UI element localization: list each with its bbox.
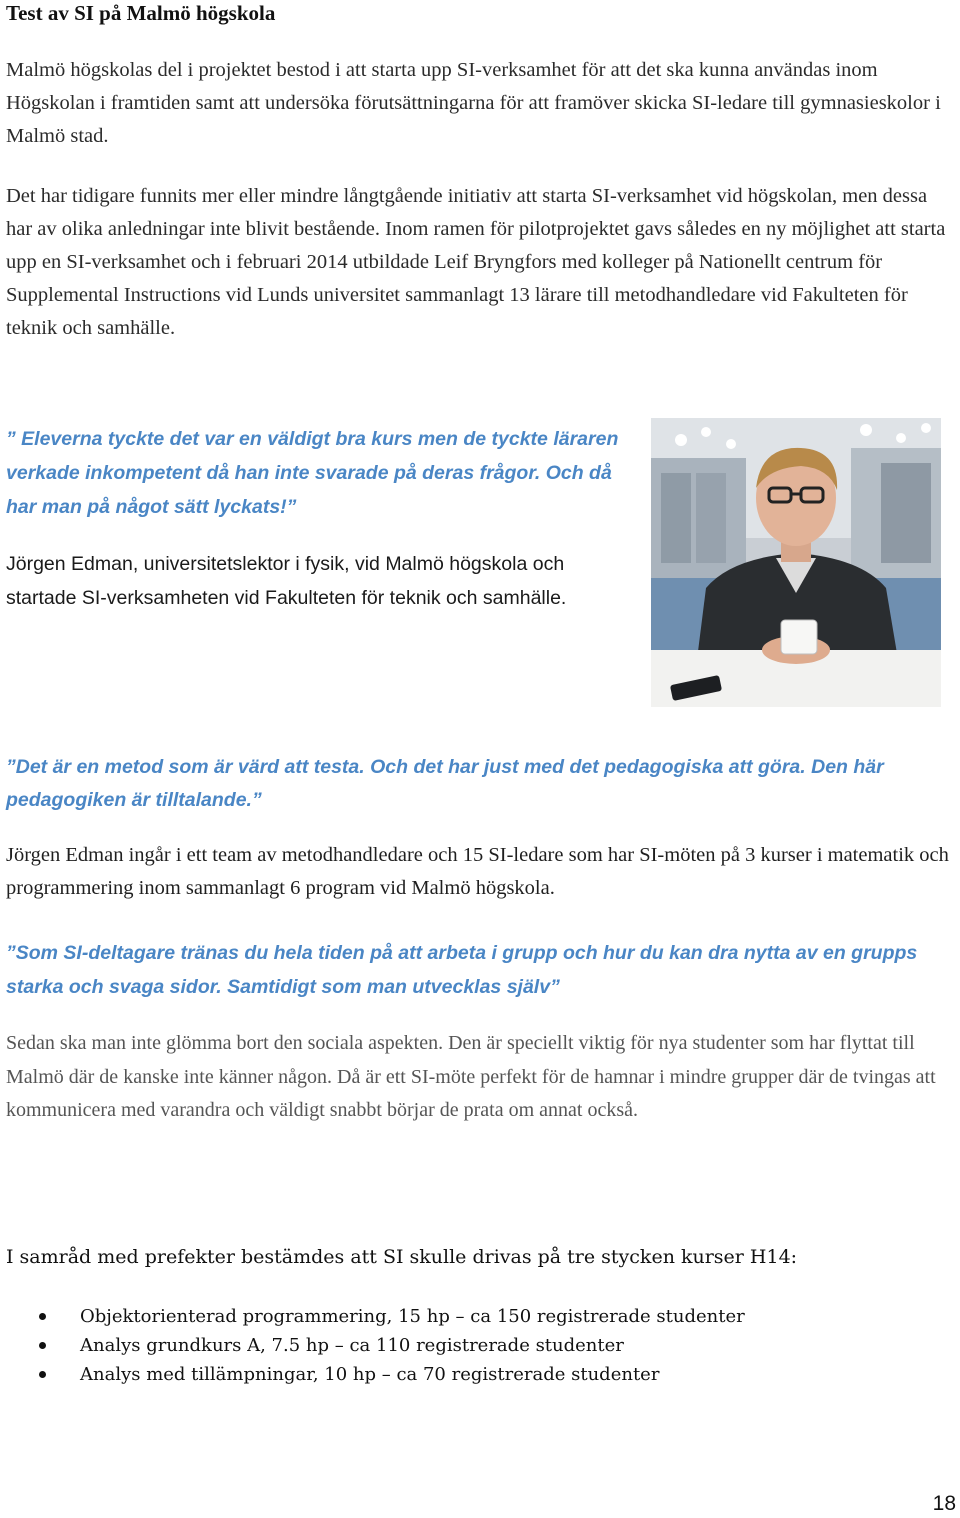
page-number: 18: [932, 1492, 956, 1515]
background-paragraph: Det har tidigare funnits mer eller mindre långtgående initiativ att starta SI-verksamhet vid högskolan, men dessa har av olika anledningar inte blivit bestående. Inom ramen för pilotprojektet gavs således en ny möjlighet att starta upp en SI-verksamhet och i februari 2014 utbildade Leif Bryngfors med kolleger på Nationellt centrum för Supplemental Instructions vid Lunds universitet sammanlagt 13 lärare till metodhandledare vid Fakulteten för teknik och samhälle.: [6, 185, 946, 339]
list-item: Objektorienterad programmering, 15 hp – ca 150 registrerade studenter: [0, 1302, 745, 1331]
bullet-icon: [39, 1313, 46, 1320]
courses-intro: I samråd med prefekter bestämdes att SI skulle drivas på tre stycken kurser H14:: [6, 1246, 798, 1268]
bullet-icon: [39, 1371, 46, 1378]
bullet-icon: [39, 1342, 46, 1349]
method-quote: ”Det är en metod som är värd att testa. Och det har just med det pedagogiska att göra. Den här pedagogiken är tilltalande.”: [6, 756, 884, 811]
social-paragraph: Sedan ska man inte glömma bort den sociala aspekten. Den är speciellt viktig för nya studenter som har flyttat till Malmö där de kanske inte känner någon. Då är ett SI-möte perfekt för de hamnar i mindre grupper där de tvingas att kommunicera med varandra och väldigt snabbt börjar de prata om annat också.: [6, 1032, 936, 1121]
list-item: Analys grundkurs A, 7.5 hp – ca 110 registrerade studenter: [0, 1331, 745, 1360]
student-quote: ” Eleverna tyckte det var en väldigt bra kurs men de tyckte läraren verkade inkompetent då han inte svarade på deras frågor. Och då har man på något sätt lyckats!”: [6, 428, 619, 518]
team-paragraph: Jörgen Edman ingår i ett team av metodhandledare och 15 SI-ledare som har SI-möten på 3 kurser i matematik och programmering inom sammanlagt 6 program vid Malmö högskola.: [6, 844, 949, 899]
list-item: Analys med tillämpningar, 10 hp – ca 70 registrerade studenter: [0, 1360, 745, 1389]
photo-caption: Jörgen Edman, universitetslektor i fysik, vid Malmö högskola och startade SI-verksamheten vid Fakulteten för teknik och samhälle.: [6, 553, 567, 609]
page-title: Test av SI på Malmö högskola: [6, 1, 276, 25]
course-list: [0, 1302, 745, 1389]
participant-quote: ”Som SI-deltagare tränas du hela tiden på att arbeta i grupp och hur du kan dra nytta av en grupps starka och svaga sidor. Samtidigt som man utvecklas själv”: [6, 942, 918, 998]
portrait-photo: [651, 418, 941, 707]
intro-paragraph: Malmö högskolas del i projektet bestod i att starta upp SI-verksamhet för att det ska kunna användas inom Högskolan i framtiden samt att undersöka förutsättningarna för att framöver skicka SI-ledare till gymnasieskolor i Malmö stad.: [6, 59, 941, 147]
